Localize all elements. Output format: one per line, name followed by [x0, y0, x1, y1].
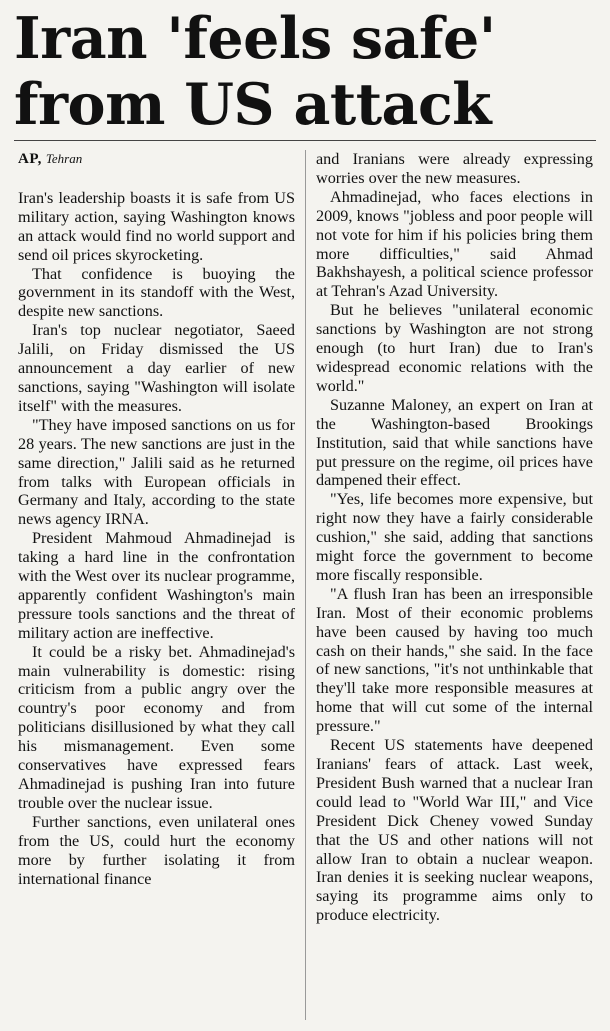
paragraph: Iran's top nuclear negotiator, Saeed Jalili, on Friday dismissed the US announcement a day earlier of new sanctions, saying "Washington will isolate itself" with the measures. [18, 321, 295, 415]
paragraph: Recent US statements have deepened Iranians' fears of attack. Last week, President Bush warned that a nuclear Iran could lead to "World War III," and Vice President Dick Cheney vowed Sunday that the US and other nations will not allow Iran to obtain a nuclear weapon. Iran denies it is seeking nuclear weapons, saying its programme aims only to produce electricity. [316, 736, 593, 925]
paragraph: "A flush Iran has been an irresponsible Iran. Most of their economic problems have been caused by having too much cash on their hands," she said. In the face of new sanctions, "it's not unthinkable that they'll take more responsible measures at home that will cut some of the internal pressure." [316, 584, 593, 736]
paragraph: "They have imposed sanctions on us for 28 years. The new sanctions are just in the same direction," Jalili said as he returned from talks with European officials in Germany and Italy, according to the state news agency IRNA. [18, 415, 295, 529]
paragraph: It could be a risky bet. Ahmadinejad's main vulnerability is domestic: rising criticism from a public angry over the country's poor economy and from politicians disillusioned by what they call his mismanagement. Even some conservatives have expressed fears Ahmadinejad is pushing Iran into future trouble over the nuclear issue. [18, 642, 295, 812]
byline [18, 150, 295, 169]
paragraph: That confidence is buoying the government in its standoff with the West, despite new sanctions. [18, 264, 295, 321]
paragraph: Further sanctions, even unilateral ones from the US, could hurt the economy more by further isolating it from international finance [18, 812, 295, 888]
paragraph: But he believes "unilateral economic sanctions by Washington are not strong enough (to hurt Iran) due to Iran's widespread economic relations with the world." [316, 301, 593, 395]
left-column [18, 150, 295, 888]
right-column [316, 150, 593, 925]
byline-place: Tehran [45, 151, 83, 166]
column-divider [305, 150, 306, 1020]
byline-agency: AP, [18, 151, 42, 167]
paragraph: Suzanne Maloney, an expert on Iran at the Washington-based Brookings Institution, said that while sanctions have put pressure on the regime, oil prices have dampened their effect. [316, 395, 593, 490]
paragraph: "Yes, life becomes more expensive, but right now they have a fairly considerable cushion," she said, adding that sanctions might force the government to become more fiscally responsible. [316, 490, 593, 584]
paragraph: Ahmadinejad, who faces elections in 2009, knows "jobless and poor people will not vote for him if his policies bring them more difficulties," said Ahmad Bakhshayesh, a political science professor at Tehran's Azad University. [316, 187, 593, 301]
paragraph: Iran's leadership boasts it is safe from US military action, saying Washington knows an attack would find no world support and send oil prices skyrocketing. [18, 188, 295, 264]
headline-rule [14, 140, 596, 141]
paragraph: and Iranians were already expressing worries over the new measures. [316, 150, 593, 187]
paragraph: President Mahmoud Ahmadinejad is taking a hard line in the confrontation with the West over its nuclear programme, apparently confident Washington's main pressure tools sanctions and the threat of military action are ineffective. [18, 529, 295, 642]
headline: Iran 'feels safe' from US attack [14, 5, 496, 138]
